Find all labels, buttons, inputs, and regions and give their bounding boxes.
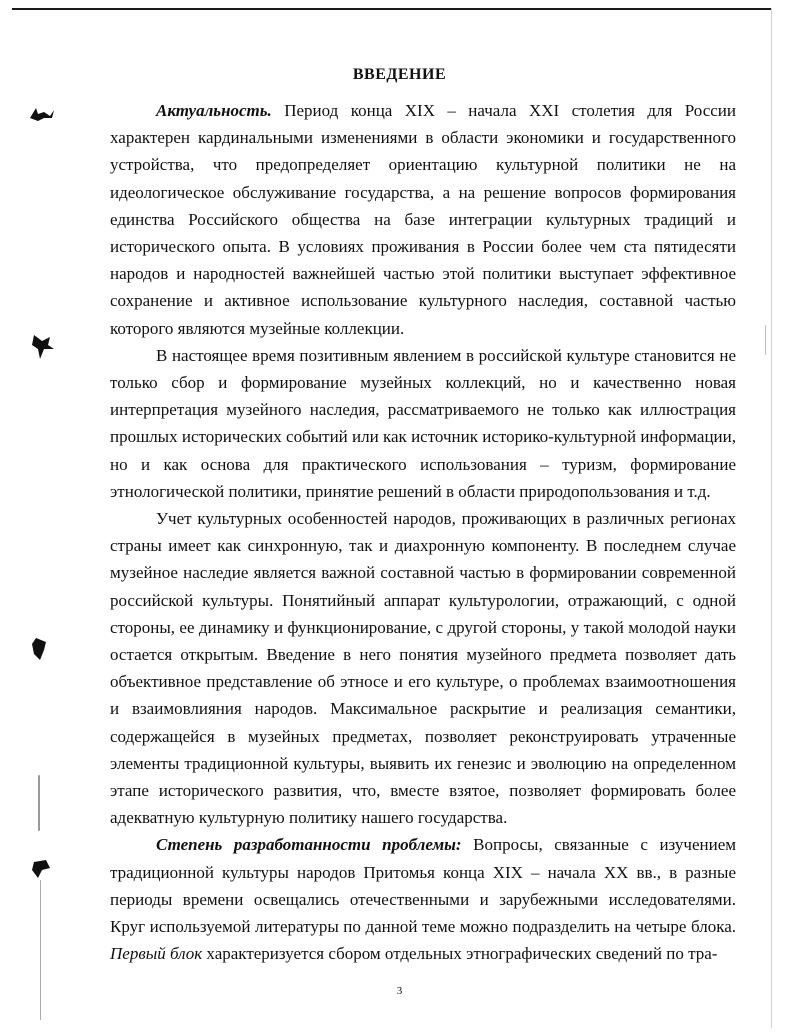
top-border-line [12, 8, 772, 10]
paragraph-lead: Актуальность. [156, 101, 272, 120]
binding-mark-3 [30, 636, 50, 662]
paragraph-lead: Степень разработанности проблемы: [156, 835, 462, 855]
paragraph-tail: характеризуется сбором отдельных этнографических сведений по тра- [202, 944, 718, 964]
paragraph-cultural [110, 505, 736, 831]
paragraph-text: Период конца XIX – начала XXI столетия для России характерен кардинальными изменениями в области экономики и государственного устройства, что предопределяет ориентацию культурной политики не на идеологическое обслуживание государства, а на решение вопросов формирования единства Российского общества на базе интеграции культурных традиций и исторического опыта. В условиях проживания в России более чем ста пятидесяти народов и народностей важнейшей частью этой политики выступает эффективное сохранение и активное использование культурного наследия, составной частью которого являются музейные коллекции. [110, 101, 736, 338]
binding-mark-2 [30, 333, 56, 361]
binding-mark-4 [30, 858, 52, 880]
body-text [110, 97, 736, 968]
paragraph-text: Вопросы, связанные с изучением традиционной культуры народов Притомья конца XIX – начала XX вв., в разные периоды времени освещались отечественными и зарубежными исследователями. Круг используемой литературы по данной теме можно подразделить на четыре блока. [110, 835, 737, 937]
margin-speck [38, 775, 40, 831]
paragraph-relevance [110, 97, 736, 342]
section-heading: ВВЕДЕНИЕ [352, 66, 447, 83]
paragraph-italic: Первый блок [110, 944, 203, 964]
page-number: 3 [396, 985, 403, 997]
paragraph-text: Учет культурных особенностей народов, проживающих в различных регионах страны имеет как синхронную, так и диахронную компоненту. В последнем случае музейное наследие является важной составной частью в формировании современной российской культуры. Понятийный аппарат культурологии, отражающий, с одной стороны, ее динамику и функционирование, с другой стороны, у такой молодой науки остается открытым. Введение в него понятия музейного предмета позволяет дать объективное представление об этносе и его культуре, о проблемах взаимоотношения и взаимовлияния народов. Максимальное раскрытие и реализация семантики, содержащейся в музейных предметах, позволяет реконструировать утраченные элементы традиционной культуры, выявить их генезис и эволюцию на определенном этапе исторического развития, что, вместе взятое, позволяет формировать более адекватную культурную политику нашего государства. [110, 509, 736, 828]
paragraph-degree [110, 831, 736, 967]
margin-speck [765, 325, 766, 355]
margin-speck [40, 880, 41, 1020]
paragraph-modern [110, 342, 736, 505]
right-edge-line [771, 8, 772, 1028]
paragraph-text: В настоящее время позитивным явлением в российской культуре становится не только сбор и формирование музейных коллекций, но и качественно новая интерпретация музейного наследия, рассматриваемого не только как иллюстрация прошлых исторических событий или как источник историко-культурной информации, но и как основа для практического использования – туризм, формирование этнологической политики, принятие решений в области природопользования и т.д. [110, 345, 736, 501]
binding-mark-1 [28, 104, 56, 124]
